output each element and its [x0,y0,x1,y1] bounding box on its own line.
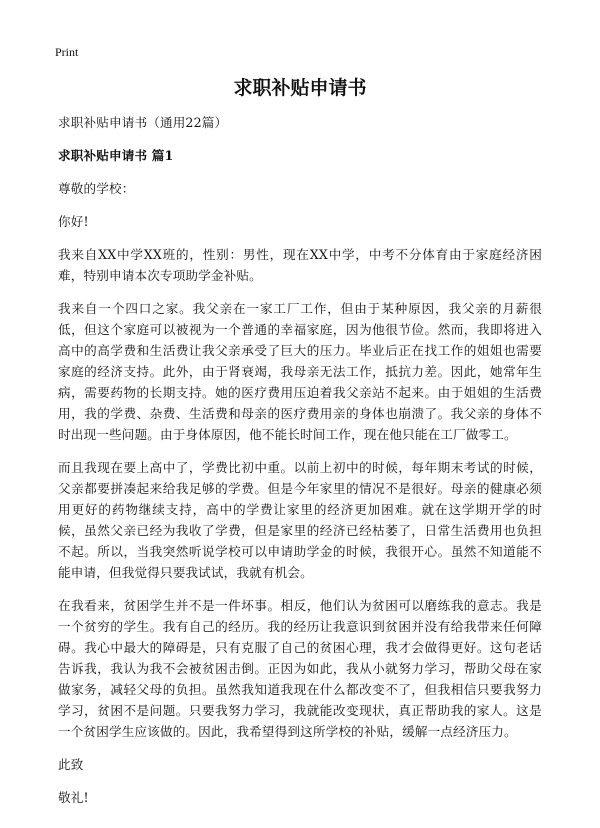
salutation: 尊敬的学校： [58,181,135,196]
body-paragraph-3: 而且我现在要上高中了，学费比初中重。以前上初中的时候，每年期末考试的时候，父亲都要拼凑起来给我足够的学费。但是今年家里的情况不是很好。母亲的健康必须用更好的药物继续支持，高中的学费让家里的经济更加困难。就在这学期开学的时候，虽然父亲已经为我收了学费，但是家里的经济已经枯萎了，日常生活费用也负担不起。所以，当我突然听说学校可以申请助学金的时候，我很开心。虽然不知道能不能申请，但我觉得只要我试试，我就有机会。 [58,460,542,580]
section-heading: 求职补贴申请书 篇1 [58,148,174,163]
document-title: 求职补贴申请书 [233,77,367,99]
closing-line-2: 敬礼! [58,790,89,805]
print-label[interactable]: Print [55,45,79,59]
body-paragraph-1: 我来自XX中学XX班的，性别：男性，现在XX中学，中考不分体育由于家庭经济困难，特别申请本次专项助学金补贴。 [58,247,542,283]
closing-line-1: 此致 [58,757,84,772]
document-subtitle-line: 求职补贴申请书（通用22篇） [58,115,228,130]
body-paragraph-4: 在我看来，贫困学生并不是一件坏事。相反，他们认为贫困可以磨练我的意志。我是一个贫穷的学生。我有自己的经历。我的经历让我意识到贫困并没有给我带来任何障碍。我心中最大的障碍是，只有克服了自己的贫困心理，我才会做得更好。这句老话告诉我，我认为我不会被贫困击倒。正因为如此，我从小就努力学习，帮助父母在家做家务，减轻父母的负担。虽然我知道我现在什么都改变不了，但我相信只要我努力学习，贫困不是问题。只要我努力学习，我就能改变现状，真正帮助我的家人。这是一个贫困学生应该做的。因此，我希望得到这所学校的补贴，缓解一点经济压力。 [58,598,542,739]
body-paragraph-2: 我来自一个四口之家。我父亲在一家工厂工作，但由于某种原因，我父亲的月薪很低，但这个家庭可以被视为一个普通的幸福家庭，因为他很节俭。然而，我即将进入高中的高学费和生活费让我父亲承受了巨大的压力。毕业后正在找工作的姐姐也需要家庭的经济支持。此外，由于肾衰竭，我母亲无法工作，抵抗力差。因此，她常年生病，需要药物的长期支持。她的医疗费用压迫着我父亲站不起来。由于姐姐的生活费用，我的学费、杂费、生活费和母亲的医疗费用亲的身体也崩溃了。我父亲的身体不时出现一些问题。由于身体原因，他不能长时间工作，现在他只能在工厂做零工。 [58,301,542,442]
greeting: 你好! [58,214,89,229]
